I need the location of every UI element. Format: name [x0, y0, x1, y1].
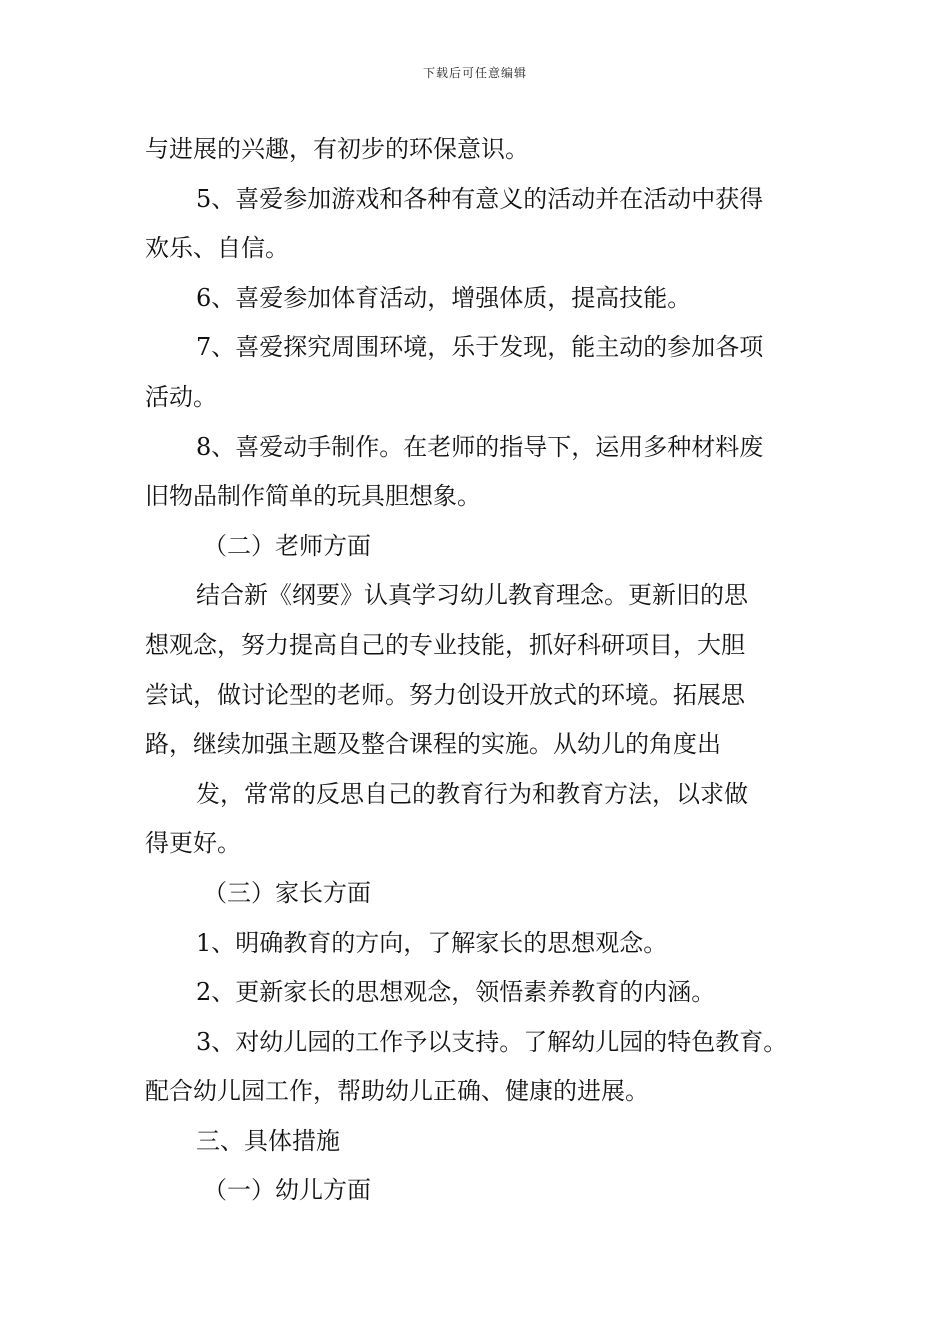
text-line: 结合新《纲要》认真学习幼儿教育理念。更新旧的思: [196, 581, 748, 610]
text-line: 得更好。: [145, 829, 241, 858]
text-line: 欢乐、自信。: [145, 234, 289, 263]
text-line: 发，常常的反思自己的教育行为和教育方法，以求做: [196, 779, 748, 808]
text-line: （二）老师方面: [203, 531, 371, 560]
text-line: 与进展的兴趣，有初步的环保意识。: [145, 135, 529, 163]
text-line: 旧物品制作简单的玩具胆想象。: [145, 482, 481, 511]
text-line: 活动。: [145, 382, 217, 411]
text-line: 6、喜爱参加体育活动，增强体质，提高技能。: [196, 283, 692, 312]
text-line: 路，继续加强主题及整合课程的实施。从幼儿的角度出: [145, 730, 721, 759]
text-line: 7、喜爱探究周围环境，乐于发现，能主动的参加各项: [196, 333, 764, 362]
text-line: 2、更新家长的思想观念，领悟素养教育的内涵。: [196, 978, 716, 1007]
page-header: 下载后可任意编辑: [422, 66, 527, 80]
text-line: 5、喜爱参加游戏和各种有意义的活动并在活动中获得: [196, 184, 764, 213]
text-line: 想观念，努力提高自己的专业技能，抓好科研项目，大胆: [145, 630, 745, 659]
text-line: （三）家长方面: [203, 878, 371, 907]
text-line: 三、具体措施: [196, 1126, 340, 1155]
text-line: （一）幼儿方面: [203, 1176, 371, 1205]
text-line: 配合幼儿园工作，帮助幼儿正确、健康的进展。: [145, 1077, 649, 1106]
document-body: [145, 125, 810, 1216]
text-line: 3、对幼儿园的工作予以支持。了解幼儿园的特色教育。: [196, 1027, 788, 1056]
text-line: 尝试，做讨论型的老师。努力创设开放式的环境。拓展思: [145, 680, 745, 709]
text-line: 8、喜爱动手制作。在老师的指导下，运用多种材料废: [196, 432, 764, 461]
text-line: 1、明确教育的方向，了解家长的思想观念。: [196, 928, 668, 957]
